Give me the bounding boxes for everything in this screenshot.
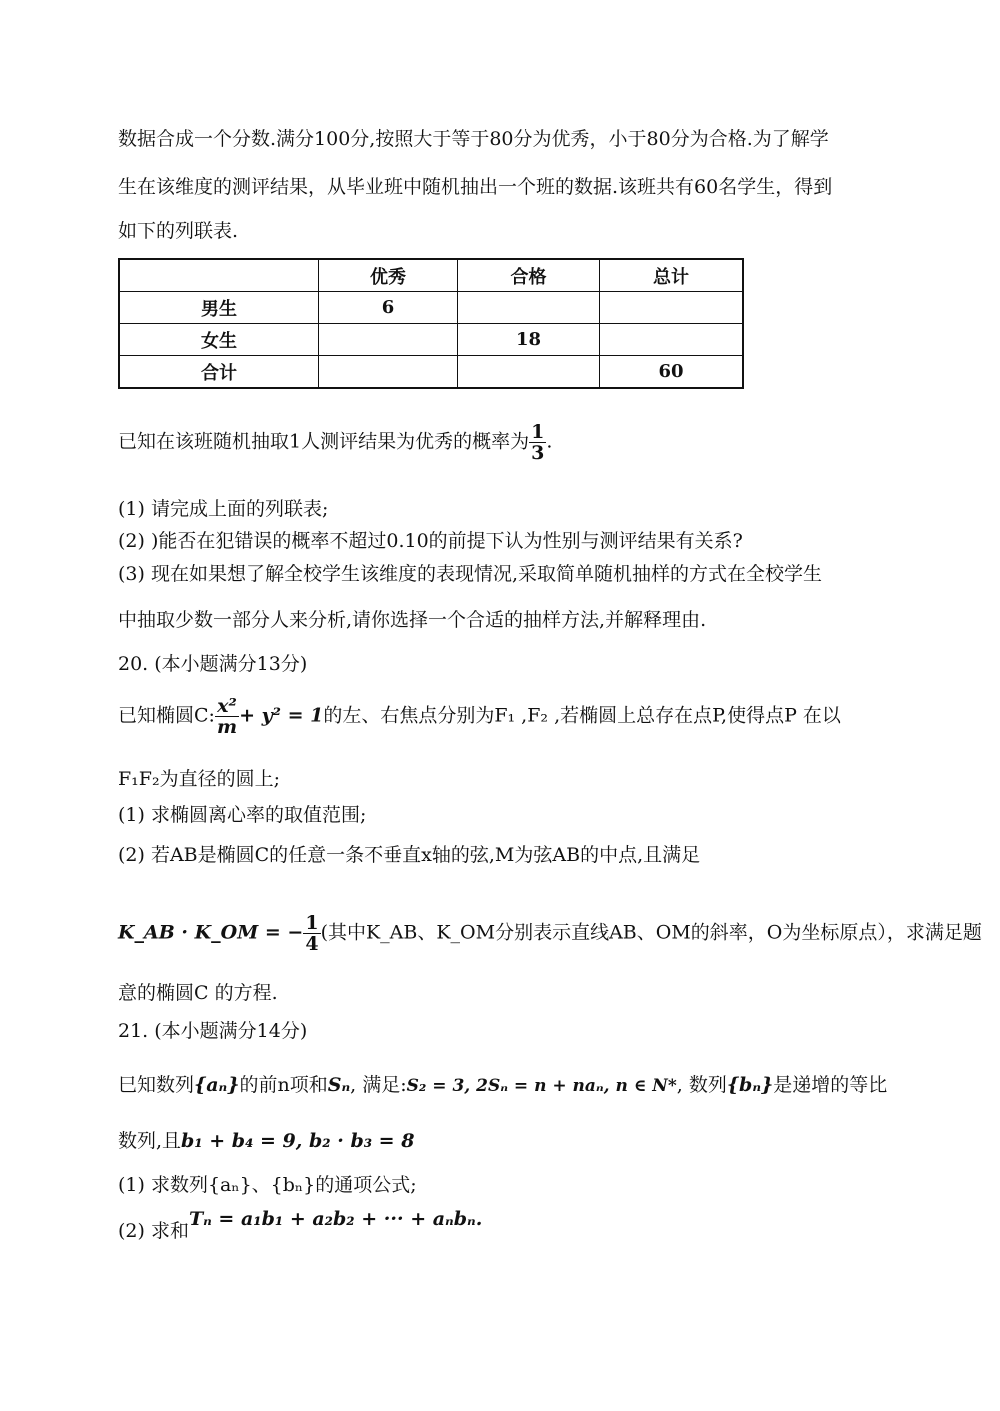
q20-line-1 [118,696,841,737]
contingency-table [118,258,744,389]
q19-part-1: (1) 请完成上面的列联表; [118,498,329,520]
fraction-numerator: x² [215,696,239,717]
sum-s: Sₙ [327,1074,351,1096]
table-cell: 60 [600,356,744,389]
q21-text: 巳知数列 [118,1074,195,1096]
q20-suffix: 的左、右焦点分别为F₁ ,F₂ ,若椭圆上总存在点P,使得点P 在以 [323,704,841,727]
table-row [119,324,743,356]
q19-known-suffix: . [546,430,553,453]
table-cell: 合计 [119,356,319,389]
q21-line-2 [118,1128,414,1154]
q21-part-1: (1) 求数列{aₙ}、{bₙ}的通项公式; [118,1174,417,1196]
q21-header: 21. (本小题满分14分) [118,1020,308,1042]
table-cell [319,356,458,389]
table-header-row [119,259,743,292]
table-cell [319,324,458,356]
fraction-denominator: 3 [531,442,545,464]
sequence-b: {bₙ} [726,1074,774,1096]
q19-known-line [118,422,552,463]
q21-part-2 [118,1208,483,1244]
q19-part-2: (2) )能否在犯错误的概率不超过0.10的前提下认为性别与测评结果有关系? [118,530,743,552]
q20-condition-line [118,913,982,954]
fraction-numerator: 1 [305,912,319,934]
slope-product: K_AB · K_OM = − [118,921,304,944]
q20-line-2: F₁F₂为直径的圆上; [118,768,281,790]
q19-part-3b: 中抽取少数一部分人来分析,请你选择一个合适的抽样方法,并解释理由. [118,609,707,631]
q21-text: 数列,且 [118,1130,182,1152]
table-cell [458,292,600,324]
table-cell [600,324,744,356]
condition-text: (其中K_AB、K_OM分别表示直线AB、OM的斜率，O为坐标原点），求满足题 [320,921,982,944]
probability-fraction [529,422,546,463]
q20-part-1: (1) 求椭圆离心率的取值范围; [118,804,367,826]
q21-text: , 数列 [676,1074,727,1096]
table-header-cell: 总计 [600,259,744,292]
fraction-numerator: 1 [531,421,545,443]
q19-known-prefix: 已知在该班随机抽取1人测评结果为优秀的概率为 [118,430,530,453]
b-condition: b₁ + b₄ = 9, b₂ · b₃ = 8 [181,1130,415,1152]
q21-condition: S₂ = 3, 2Sₙ = n + naₙ, n ∈ N* [406,1076,677,1096]
ellipse-fraction [215,696,239,737]
q19-part-3a: (3) 现在如果想了解全校学生该维度的表现情况,采取简单随机抽样的方式在全校学生 [118,563,822,585]
q20-part-2: (2) 若AB是椭圆C的任意一条不垂直x轴的弦,M为弦AB的中点,且满足 [118,844,701,866]
table-cell: 女生 [119,324,319,356]
table-row [119,356,743,389]
ellipse-equation-rest: + y² = 1 [239,704,324,727]
table-cell: 18 [458,324,600,356]
table-cell: 6 [319,292,458,324]
table-row [119,292,743,324]
sequence-a: {aₙ} [194,1074,240,1096]
table-cell [600,292,744,324]
fraction-denominator: m [216,716,238,738]
q21-text: (2) 求和 [118,1220,189,1242]
intro-line-3: 如下的列联表. [118,220,239,242]
q21-text: 是递增的等比 [773,1074,888,1096]
sum-t: Tₙ = a₁b₁ + a₂b₂ + ··· + aₙbₙ. [188,1208,483,1230]
q20-header: 20. (本小题满分13分) [118,653,308,675]
table-header-cell: 合格 [458,259,600,292]
table-header-cell [119,259,319,292]
table-header-cell: 优秀 [319,259,458,292]
intro-line-1: 数据合成一个分数.满分100分,按照大于等于80分为优秀，小于80分为合格.为了解学 [118,128,829,150]
intro-line-2: 生在该维度的测评结果，从毕业班中随机抽出一个班的数据.该班共有60名学生，得到 [118,176,833,198]
condition-fraction [303,913,320,954]
q21-line-1 [118,1072,887,1099]
fraction-denominator: 4 [305,933,319,955]
q20-last-line: 意的椭圆C 的方程. [118,982,278,1004]
q20-prefix: 已知椭圆C: [118,704,215,727]
q21-text: , 满足: [350,1074,407,1096]
table-cell [458,356,600,389]
table-cell: 男生 [119,292,319,324]
q21-text: 的前n项和 [239,1074,328,1096]
